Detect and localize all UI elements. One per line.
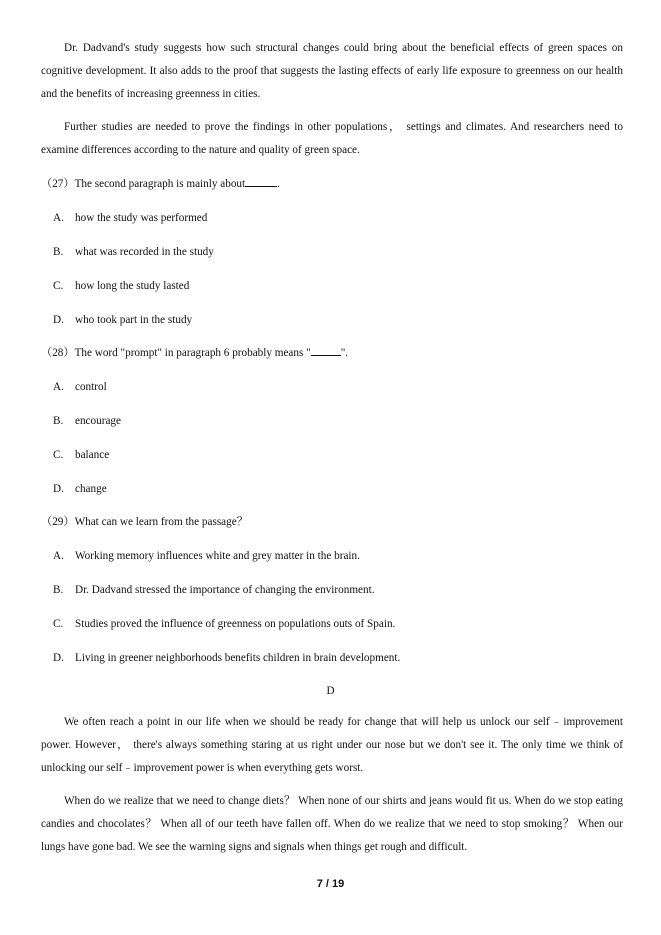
section-d-paragraph-1-text: We often reach a point in our life when we should be ready for change that will help us unlock our self﹣improvement power. However， there's always something staring at us right under our nose but we don't see it. The only time we think of unlocking our self﹣improvement power is when everything gets worst. — [41, 716, 623, 774]
option-text: Working memory influences white and grey matter in the brain. — [75, 550, 360, 562]
option-text: Living in greener neighborhoods benefits children in brain development. — [75, 652, 401, 664]
option-letter: A. — [53, 381, 64, 393]
passage-c-paragraph-1 — [41, 37, 623, 106]
question-28 — [41, 345, 348, 361]
option-text: how the study was performed — [75, 212, 208, 224]
question-28-option-b — [53, 413, 121, 429]
section-d-paragraph-2 — [41, 790, 623, 859]
section-d-paragraph-1 — [41, 711, 623, 780]
question-29-text: （29）What can we learn from the passage？ — [41, 516, 248, 528]
option-letter: B. — [53, 415, 64, 427]
option-text: balance — [75, 449, 110, 461]
option-text: who took part in the study — [75, 314, 193, 326]
passage-c-paragraph-2-text: Further studies are needed to prove the findings in other populations， settings and climates. And researchers need to examine differences according to the nature and quality of green space. — [41, 121, 623, 156]
option-text: encourage — [75, 415, 121, 427]
section-d-paragraph-2-text: When do we realize that we need to change diets？ When none of our shirts and jeans would fit us. When do we stop eating candies and chocolates？ When all of our teeth have fallen off. When do we realize that we need to stop smoking？ When our lungs have gone bad. We see the warning signs and signals when things get rough and difficult. — [41, 795, 623, 853]
option-letter: D. — [53, 652, 64, 664]
section-d-heading: D — [326, 685, 335, 697]
option-letter: D. — [53, 483, 64, 495]
option-text: control — [75, 381, 107, 393]
question-27-option-c — [53, 278, 189, 294]
option-letter: A. — [53, 212, 64, 224]
question-27-option-b — [53, 244, 214, 260]
question-27-option-a — [53, 210, 207, 226]
option-letter: C. — [53, 449, 64, 461]
page-number: 7 / 19 — [316, 878, 345, 890]
option-text: how long the study lasted — [75, 280, 190, 292]
question-29 — [41, 514, 248, 530]
question-27-suffix: . — [277, 178, 280, 190]
question-28-option-a — [53, 379, 107, 395]
option-text: change — [75, 483, 107, 495]
question-29-option-a — [53, 548, 360, 564]
passage-c-paragraph-2 — [41, 116, 623, 162]
option-letter: C. — [53, 280, 64, 292]
passage-c-paragraph-1-text: Dr. Dadvand's study suggests how such structural changes could bring about the beneficial effects of green spaces on cognitive development. It also adds to the proof that suggests the lasting effects of early life exposure to greenness on our health and the benefits of increasing greenness in cities. — [41, 42, 623, 100]
question-29-option-d — [53, 650, 400, 666]
question-27-option-d — [53, 312, 192, 328]
option-letter: B. — [53, 584, 64, 596]
question-28-text: （28）The word "prompt" in paragraph 6 probably means " — [41, 347, 311, 359]
option-letter: A. — [53, 550, 64, 562]
answer-blank — [245, 176, 277, 187]
question-28-option-c — [53, 447, 109, 463]
question-28-option-d — [53, 481, 107, 497]
option-text: Dr. Dadvand stressed the importance of changing the environment. — [75, 584, 375, 596]
question-29-option-b — [53, 582, 375, 598]
option-letter: B. — [53, 246, 64, 258]
option-letter: D. — [53, 314, 64, 326]
option-text: Studies proved the influence of greenness on populations outs of Spain. — [75, 618, 396, 630]
option-text: what was recorded in the study — [75, 246, 214, 258]
question-27-text: （27）The second paragraph is mainly about — [41, 178, 246, 190]
question-28-suffix: ". — [340, 347, 349, 359]
answer-blank — [311, 345, 341, 356]
question-27 — [41, 176, 280, 192]
question-29-option-c — [53, 616, 395, 632]
option-letter: C. — [53, 618, 64, 630]
